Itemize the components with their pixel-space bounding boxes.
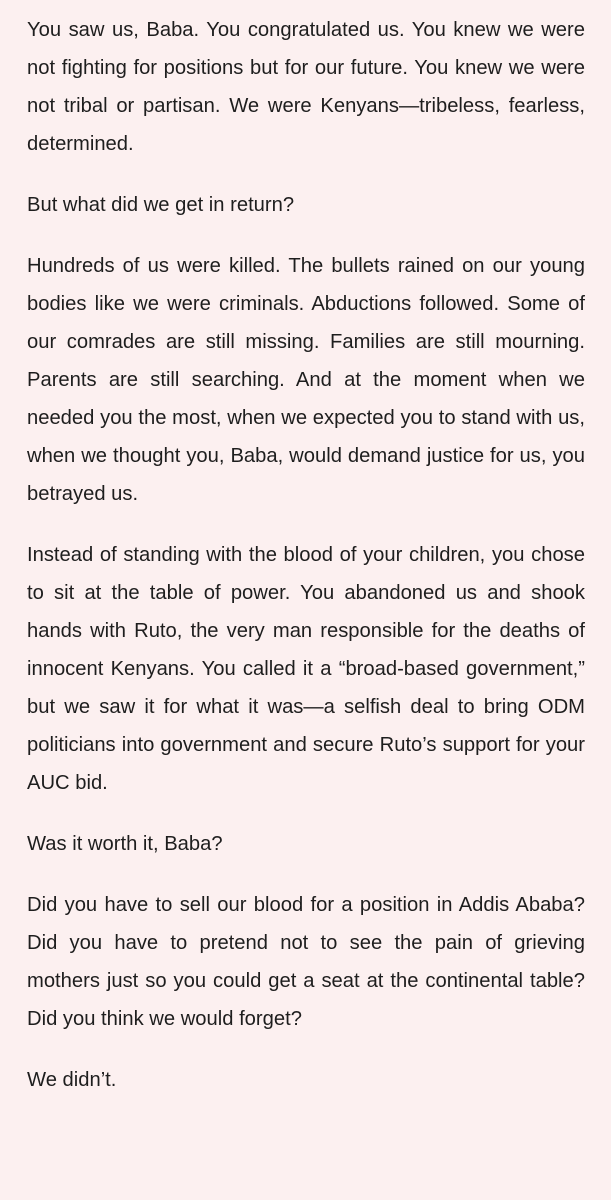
paragraph-hundreds-killed: Hundreds of us were killed. The bullets rained on our young bodies like we were criminals. Abductions followed. Some of our comrades are still missing. Families are still mourning. Parents are still searching. And at the moment when we needed you the most, when we expected you to stand with us, when we thought you, Baba, would demand justice for us, you betrayed us. [27, 255, 585, 505]
paragraph-we-didnt: We didn’t. [27, 1069, 117, 1091]
paragraph-you-saw-us: You saw us, Baba. You congratulated us. You knew we were not fighting for positions but for our future. You knew we were not tribal or partisan. We were Kenyans—tribeless, fearless, determined. [27, 19, 585, 155]
paragraph-what-did-we-get: But what did we get in return? [27, 194, 295, 216]
paragraph-table-of-power: Instead of standing with the blood of your children, you chose to sit at the table of power. You abandoned us and shook hands with Ruto, the very man responsible for the deaths of innocent Kenyans. You called it a “broad-based government,” but we saw it for what it was—a selfish deal to bring ODM politicians into government and secure Ruto’s support for your AUC bid. [27, 544, 585, 794]
paragraph-was-it-worth-it: Was it worth it, Baba? [27, 833, 223, 855]
paragraph-sell-our-blood: Did you have to sell our blood for a position in Addis Ababa? Did you have to pretend not to see the pain of grieving mothers just so you could get a seat at the continental table? Did you think we would forget? [27, 894, 585, 1030]
